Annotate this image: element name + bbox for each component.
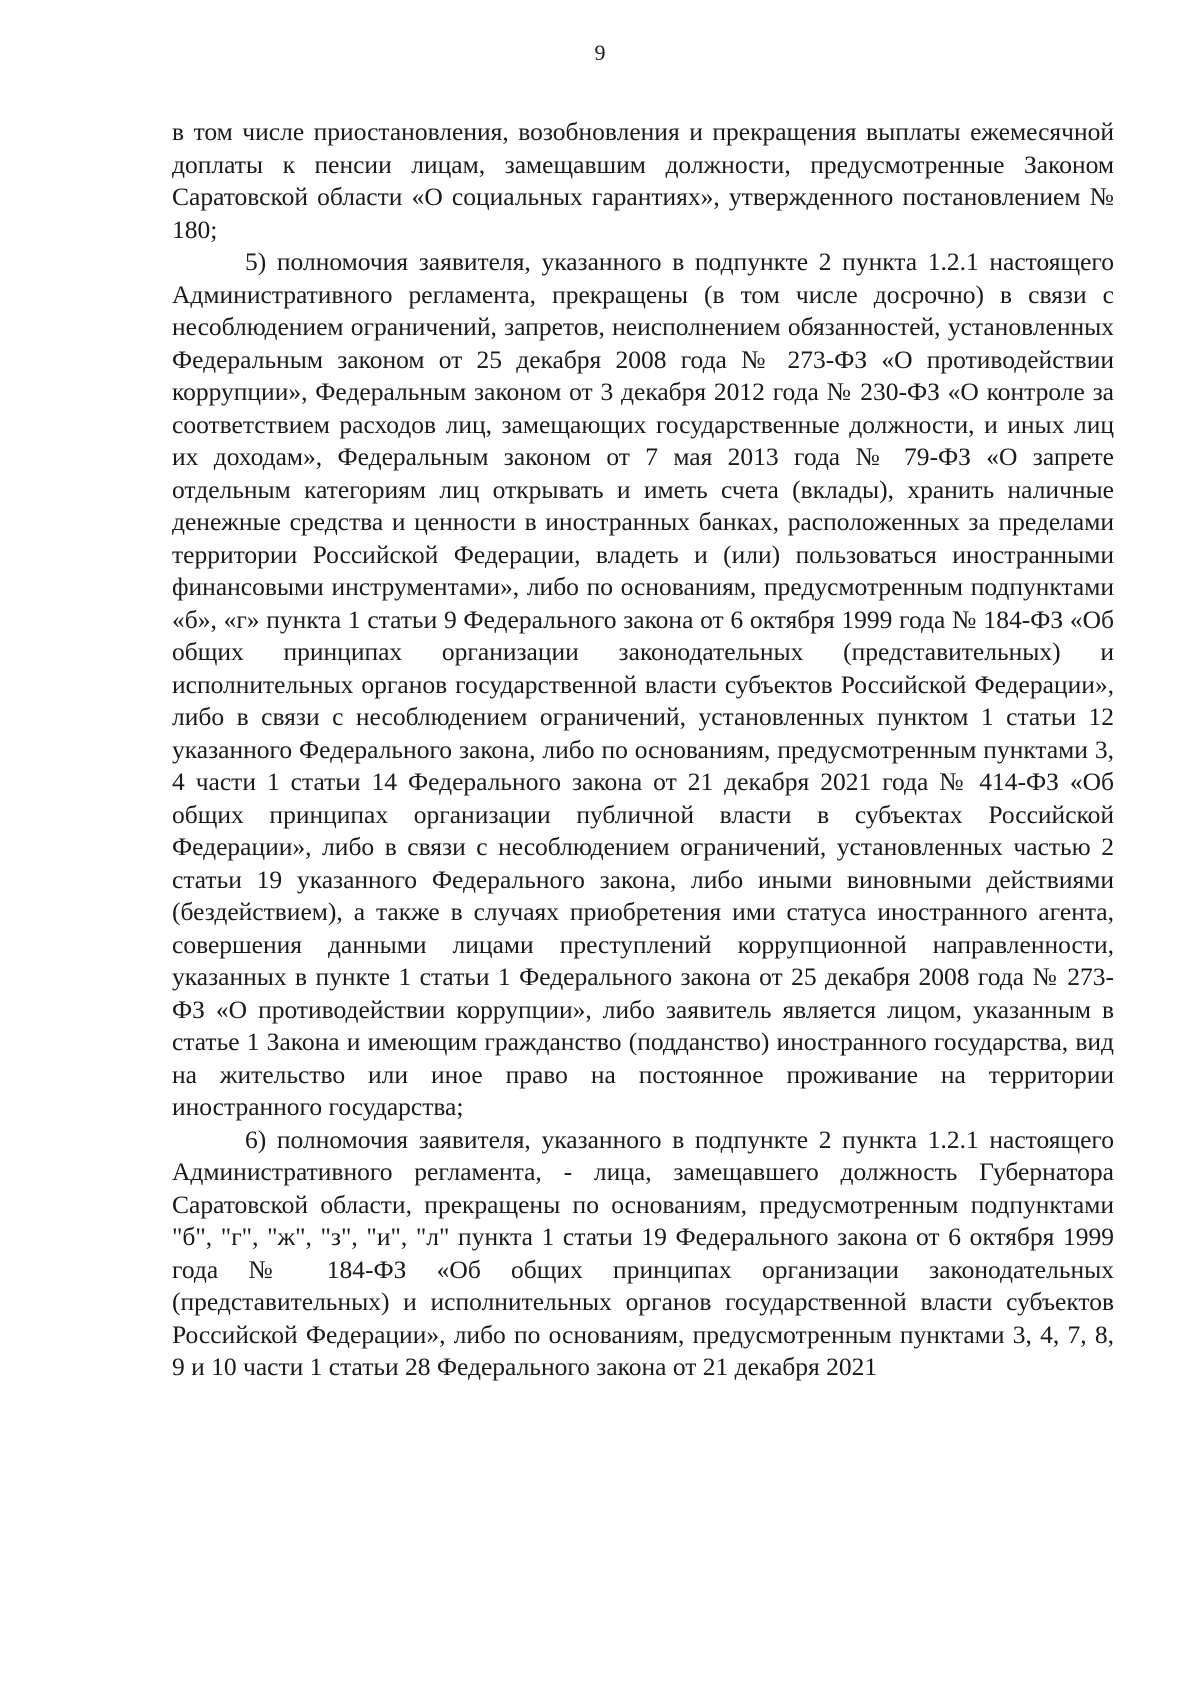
page-number: 9: [594, 40, 606, 65]
paragraph-item-5: 5) полномочия заявителя, указанного в подпункте 2 пункта 1.2.1 настоящего Административного регламента, прекращены (в том числе досрочно) в связи с несоблюдением ограничений, запретов, неисполнением обязанностей, установленных Федеральным законом от 25 декабря 2008 года № 273-ФЗ «О противодействии коррупции», Федеральным законом от 3 декабря 2012 года № 230-ФЗ «О контроле за соответствием расходов лиц, замещающих государственные должности, и иных лиц их доходам», Федеральным законом от 7 мая 2013 года № 79-ФЗ «О запрете отдельным категориям лиц открывать и иметь счета (вклады), хранить наличные денежные средства и ценности в иностранных банках, расположенных за пределами территории Российской Федерации, владеть и (или) пользоваться иностранными финансовыми инструментами», либо по основаниям, предусмотренным подпунктами «б», «г» пункта 1 статьи 9 Федерального закона от 6 октября 1999 года № 184-ФЗ «Об общих принципах организации законодательных (представительных) и исполнительных органов государственной власти субъектов Российской Федерации», либо в связи с несоблюдением ограничений, установленных пунктом 1 статьи 12 указанного Федерального закона, либо по основаниям, предусмотренным пунктами 3, 4 части 1 статьи 14 Федерального закона от 21 декабря 2021 года № 414-ФЗ «Об общих принципах организации публичной власти в субъектах Российской Федерации», либо в связи с несоблюдением ограничений, установленных частью 2 статьи 19 указанного Федерального закона, либо иными виновными действиями (бездействием), а также в случаях приобретения ими статуса иностранного агента, совершения данными лицами преступлений коррупционной направленности, указанных в пункте 1 статьи 1 Федерального закона от 25 декабря 2008 года № 273-ФЗ «О противодействии коррупции», либо заявитель является лицом, указанным в статье 1 Закона и имеющим гражданство (подданство) иностранного государства, вид на жительство или иное право на постоянное проживание на территории иностранного государства;: [172, 247, 1114, 1121]
paragraph-item-6: 6) полномочия заявителя, указанного в подпункте 2 пункта 1.2.1 настоящего Административного регламента, - лица, замещавшего должность Губернатора Саратовской области, прекращены по основаниям, предусмотренным подпунктами "б", "г", "ж", "з", "и", "л" пункта 1 статьи 19 Федерального закона от 6 октября 1999 года № 184-ФЗ «Об общих принципах организации законодательных (представительных) и исполнительных органов государственной власти субъектов Российской Федерации», либо по основаниям, предусмотренным пунктами 3, 4, 7, 8, 9 и 10 части 1 статьи 28 Федерального закона от 21 декабря 2021: [172, 1124, 1114, 1381]
document-body: [172, 116, 1114, 1384]
paragraph-continuation: в том числе приостановления, возобновления и прекращения выплаты ежемесячной доплаты к пенсии лицам, замещавшим должности, предусмотренные Законом Саратовской области «О социальных гарантиях», утвержденного постановлением № 180;: [172, 117, 1114, 244]
